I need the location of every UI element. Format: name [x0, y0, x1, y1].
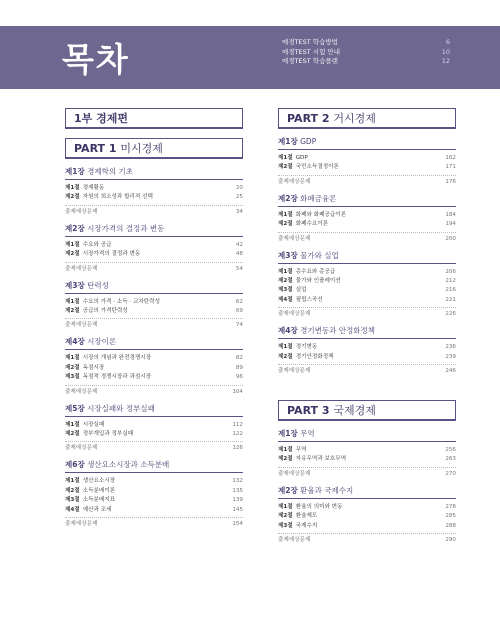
review-row[interactable]	[278, 175, 456, 187]
section-row[interactable]	[278, 286, 456, 295]
section-title: 시장실패	[82, 421, 105, 428]
review-row[interactable]	[278, 533, 456, 545]
section-number: 제3절	[278, 522, 293, 529]
review-row[interactable]	[278, 467, 456, 479]
section-label	[278, 220, 328, 229]
toc-header	[0, 26, 500, 89]
section-label	[278, 211, 346, 220]
chapter-number: 제3장	[278, 250, 298, 260]
chapter-title[interactable]	[65, 166, 243, 180]
chapter	[278, 193, 456, 244]
section-number: 제4절	[278, 296, 293, 303]
review-row[interactable]	[65, 517, 243, 529]
review-page: 246	[445, 368, 456, 375]
chapter-number: 제1장	[278, 137, 298, 146]
section-title: 총수요와 총공급	[295, 268, 336, 275]
section-number: 제2절	[65, 308, 80, 315]
chapter-number: 제1장	[278, 429, 298, 439]
review-page: 104	[232, 388, 243, 395]
section-label	[65, 354, 151, 363]
section-number: 제2절	[65, 251, 80, 258]
chapter	[65, 403, 243, 454]
section-number: 제1절	[278, 447, 293, 454]
header-link-label: 매경TEST 시험 안내	[282, 47, 340, 56]
part3-prefix: PART 3	[287, 404, 330, 418]
review-label: 출제예상문제	[278, 311, 311, 318]
section-page: 263	[445, 456, 456, 463]
chapter-title[interactable]	[278, 193, 456, 207]
chapter	[278, 136, 456, 187]
section-label	[65, 250, 140, 259]
right-column	[278, 108, 456, 545]
chapter	[65, 280, 243, 331]
section-page: 82	[235, 355, 243, 362]
section-title: 환율제도	[295, 513, 318, 520]
section-number: 제2절	[278, 221, 293, 228]
left-column	[65, 108, 243, 529]
section-number: 제3절	[278, 287, 293, 294]
section-number: 제3절	[65, 374, 80, 381]
chapter-title[interactable]	[278, 325, 456, 339]
section-title: 시장가격의 결정과 변동	[82, 251, 141, 258]
section-row[interactable]	[65, 298, 243, 307]
section-page: 42	[235, 241, 243, 248]
section-label	[278, 353, 334, 362]
section-number: 제2절	[278, 353, 293, 360]
part3-title: 국제경제	[333, 404, 376, 418]
section-page: 145	[232, 506, 243, 513]
chapter-title-text: 경기변동과 안정화정책	[300, 326, 375, 336]
section-number: 제1절	[65, 241, 80, 248]
chapter-number: 제4장	[65, 337, 85, 347]
chapter	[278, 428, 456, 479]
chapter-title-text: 시장실패와 정부실패	[87, 403, 155, 413]
chapter-title[interactable]	[278, 136, 456, 150]
section-page: 256	[445, 447, 456, 454]
chapter-title-text: 무역	[300, 429, 315, 439]
chapter-number: 제4장	[278, 326, 298, 336]
section-title: 수요와 공급	[82, 241, 112, 248]
review-label: 출제예상문제	[65, 388, 98, 395]
section-label	[278, 277, 341, 286]
section-title: 경제활동	[82, 185, 105, 191]
chapter-title[interactable]	[278, 428, 456, 442]
section-row[interactable]	[278, 211, 456, 220]
review-label: 출제예상문제	[65, 445, 98, 452]
chapter-title-text: 시장이론	[87, 337, 117, 347]
section-page: 162	[445, 155, 456, 161]
chapter-title-text: 환율과 국제수지	[300, 485, 354, 495]
section-page: 132	[232, 478, 243, 485]
section-label	[65, 307, 128, 316]
review-page: 154	[232, 521, 243, 528]
chapter-title[interactable]	[278, 250, 456, 264]
chapter	[278, 250, 456, 320]
review-page: 176	[445, 178, 456, 185]
section-title: 자유무역과 보호무역	[295, 456, 347, 463]
part2-heading	[287, 110, 376, 126]
chapter-number: 제6장	[65, 460, 85, 470]
section-title: 필립스곡선	[295, 296, 323, 303]
section-label	[65, 496, 115, 505]
section-page: 288	[445, 522, 456, 529]
header-link-label: 매경TEST 학습플랜	[282, 57, 338, 65]
section-title: 실업	[295, 287, 307, 294]
section-row[interactable]	[278, 154, 456, 163]
section-label	[65, 373, 151, 382]
section-label	[278, 455, 346, 464]
section-number: 제2절	[278, 456, 293, 463]
section-number: 제4절	[65, 506, 80, 513]
header-link-label: 매경TEST 학습방법	[282, 38, 338, 46]
section-number: 제2절	[65, 487, 80, 494]
section-row[interactable]	[65, 250, 243, 259]
section-page: 239	[445, 353, 456, 360]
review-label: 출제예상문제	[65, 265, 98, 272]
part-label: 1부 경제편	[74, 112, 128, 125]
section-number: 제1절	[278, 211, 293, 218]
part2-title: 거시경제	[333, 112, 376, 125]
section-number: 제2절	[278, 278, 293, 285]
section-title: 공급의 가격탄력성	[82, 308, 128, 315]
review-label: 출제예상문제	[278, 470, 311, 477]
section-row[interactable]	[65, 364, 243, 373]
section-title: 정부개입과 정부실패	[82, 431, 134, 438]
part2-chapters	[278, 136, 456, 376]
part1-title: 미시경제	[120, 142, 163, 155]
part2-prefix: PART 2	[287, 112, 330, 125]
review-label: 출제예상문제	[278, 178, 311, 185]
section-number: 제1절	[278, 155, 293, 161]
section-row[interactable]	[278, 220, 456, 229]
review-page: 34	[235, 208, 243, 215]
review-page: 126	[232, 445, 243, 452]
section-title: 예산과 조세	[82, 506, 112, 513]
section-row[interactable]	[278, 277, 456, 286]
section-number: 제2절	[65, 431, 80, 438]
section-page: 62	[235, 298, 243, 305]
section-label	[65, 506, 112, 515]
chapter-number: 제5장	[65, 403, 85, 413]
section-page: 236	[445, 344, 456, 351]
chapter	[65, 336, 243, 396]
section-row[interactable]	[278, 446, 456, 455]
section-page: 216	[445, 287, 456, 294]
section-label	[65, 298, 160, 307]
part2-box	[278, 108, 456, 129]
section-page: 212	[445, 278, 456, 285]
section-label	[65, 477, 115, 486]
section-page: 25	[235, 194, 243, 201]
header-link-page: 10	[441, 47, 450, 56]
section-number: 제1절	[278, 344, 293, 351]
review-label: 출제예상문제	[278, 537, 311, 544]
section-title: 생산요소시장	[82, 478, 116, 485]
section-page: 278	[445, 503, 456, 510]
section-page: 221	[445, 296, 456, 303]
section-label	[65, 193, 153, 202]
section-row[interactable]	[65, 487, 243, 496]
chapter-title-text: 경제학의 기초	[87, 167, 133, 176]
section-page: 96	[235, 374, 243, 381]
section-number: 제1절	[65, 185, 80, 191]
review-row[interactable]	[278, 307, 456, 319]
review-page: 226	[445, 311, 456, 318]
section-page: 184	[445, 211, 456, 218]
review-label: 출제예상문제	[278, 368, 311, 375]
section-row[interactable]	[65, 373, 243, 382]
section-page: 285	[445, 513, 456, 520]
section-number: 제2절	[65, 194, 80, 201]
section-row[interactable]	[278, 522, 456, 531]
section-row[interactable]	[65, 421, 243, 430]
left-chapters	[65, 166, 243, 529]
chapter-title-text: 탄력성	[87, 280, 109, 290]
chapter-number: 제2장	[278, 485, 298, 495]
section-title: GDP	[295, 155, 308, 161]
section-number: 제1절	[65, 421, 80, 428]
section-title: 화폐수요이론	[295, 221, 329, 228]
section-title: 화폐와 화폐공급이론	[295, 211, 347, 218]
part1-prefix: PART 1	[74, 142, 117, 155]
review-page: 54	[235, 265, 243, 272]
section-title: 소득분배이론	[82, 487, 116, 494]
section-label	[65, 487, 115, 496]
part3-heading	[287, 402, 376, 418]
section-page: 112	[232, 421, 243, 428]
section-page: 122	[232, 431, 243, 438]
review-page: 270	[445, 470, 456, 477]
header-link[interactable]	[282, 57, 450, 67]
review-label: 출제예상문제	[65, 322, 98, 329]
section-page: 171	[445, 164, 456, 171]
chapter-title[interactable]	[65, 336, 243, 350]
section-page: 206	[445, 268, 456, 275]
chapter	[65, 459, 243, 529]
section-label	[65, 421, 104, 430]
section-page: 89	[235, 364, 243, 371]
section-label	[65, 364, 104, 373]
section-row[interactable]	[65, 307, 243, 316]
section-title: 경기변동	[295, 344, 318, 351]
section-row[interactable]	[65, 496, 243, 505]
section-row[interactable]	[278, 343, 456, 352]
section-title: 국제수지	[295, 522, 318, 529]
chapter-title-text: 물가와 실업	[300, 250, 339, 260]
section-title: 수요의 가격 · 소득 · 교차탄력성	[82, 298, 160, 305]
part1-box	[65, 138, 243, 159]
section-label	[65, 241, 112, 250]
header-link-page: 6	[445, 38, 450, 46]
section-row[interactable]	[278, 512, 456, 521]
header-link[interactable]	[282, 38, 450, 48]
chapter-title-text: 화폐금융론	[300, 193, 337, 203]
section-title: 환율의 의미와 변동	[295, 503, 343, 510]
section-row[interactable]	[65, 506, 243, 515]
section-label	[278, 268, 335, 277]
chapter	[65, 166, 243, 217]
chapter	[278, 325, 456, 376]
section-row[interactable]	[65, 241, 243, 250]
chapter-number: 제1장	[65, 167, 85, 176]
section-page: 139	[232, 497, 243, 504]
section-row[interactable]	[278, 296, 456, 305]
chapter	[65, 223, 243, 274]
part1-heading	[74, 140, 163, 156]
chapter-number: 제3장	[65, 280, 85, 290]
review-row[interactable]	[65, 441, 243, 453]
section-label	[278, 154, 308, 163]
section-row[interactable]	[278, 163, 456, 172]
section-row[interactable]	[65, 184, 243, 193]
chapter-title[interactable]	[65, 459, 243, 473]
chapter-number: 제2장	[278, 193, 298, 203]
review-label: 출제예상문제	[65, 208, 98, 215]
section-label	[278, 343, 317, 352]
review-label: 출제예상문제	[65, 521, 98, 528]
section-row[interactable]	[65, 477, 243, 486]
section-title: 경기안정화정책	[295, 353, 334, 360]
section-number: 제2절	[278, 164, 293, 171]
section-title: 무역	[295, 447, 307, 454]
review-row[interactable]	[278, 232, 456, 244]
section-label	[65, 184, 104, 193]
section-number: 제2절	[65, 364, 80, 371]
header-link[interactable]	[282, 48, 450, 58]
review-row[interactable]	[65, 262, 243, 274]
section-title: 자원의 희소성과 합리적 선택	[82, 194, 153, 201]
section-number: 제3절	[65, 497, 80, 504]
part3-chapters	[278, 428, 456, 545]
review-row[interactable]	[65, 385, 243, 397]
part-label-box	[65, 108, 243, 129]
chapter-title[interactable]	[278, 485, 456, 499]
chapter-title[interactable]	[65, 403, 243, 417]
section-label	[278, 296, 323, 305]
section-page: 48	[235, 251, 243, 258]
section-number: 제1절	[278, 268, 293, 275]
section-number: 제1절	[65, 355, 80, 362]
section-page: 20	[235, 185, 243, 191]
section-page: 194	[445, 221, 456, 228]
section-title: 소득분배지표	[82, 497, 116, 504]
section-label	[278, 163, 339, 172]
section-row[interactable]	[278, 455, 456, 464]
section-title: 시장의 개념과 완전경쟁시장	[82, 355, 152, 362]
chapter-number: 제2장	[65, 223, 85, 233]
chapter-title-text: GDP	[300, 137, 317, 146]
section-label	[278, 286, 307, 295]
chapter-title-text: 시장가격의 결정과 변동	[87, 223, 165, 233]
section-row[interactable]	[278, 353, 456, 362]
chapter-title[interactable]	[65, 223, 243, 237]
review-page: 74	[235, 322, 243, 329]
section-row[interactable]	[278, 503, 456, 512]
section-title: 독점적 경쟁시장과 과점시장	[82, 374, 152, 381]
section-label	[278, 522, 317, 531]
chapter	[278, 485, 456, 545]
section-label	[278, 446, 307, 455]
section-label	[65, 430, 133, 439]
review-label: 출제예상문제	[278, 235, 311, 242]
chapter-title[interactable]	[65, 280, 243, 294]
header-links	[282, 38, 450, 67]
part3-box	[278, 400, 456, 421]
review-row[interactable]	[65, 205, 243, 217]
section-number: 제1절	[65, 298, 80, 305]
review-row[interactable]	[65, 318, 243, 330]
section-title: 국민소득결정이론	[295, 164, 339, 171]
section-number: 제1절	[65, 478, 80, 485]
section-label	[278, 512, 317, 521]
section-row[interactable]	[65, 354, 243, 363]
review-page: 290	[445, 537, 456, 544]
section-title: 물가와 인플레이션	[295, 278, 341, 285]
section-page: 69	[235, 308, 243, 315]
chapter-title-text: 생산요소시장과 소득분배	[87, 460, 170, 470]
section-label	[278, 503, 343, 512]
review-row[interactable]	[278, 364, 456, 376]
section-title: 독점시장	[82, 364, 105, 371]
section-number: 제2절	[278, 513, 293, 520]
section-page: 135	[232, 487, 243, 494]
section-row[interactable]	[278, 268, 456, 277]
section-number: 제1절	[278, 503, 293, 510]
section-row[interactable]	[65, 430, 243, 439]
page-title: 목차	[62, 40, 130, 79]
header-link-page: 12	[441, 57, 450, 65]
review-page: 200	[445, 235, 456, 242]
section-row[interactable]	[65, 193, 243, 202]
